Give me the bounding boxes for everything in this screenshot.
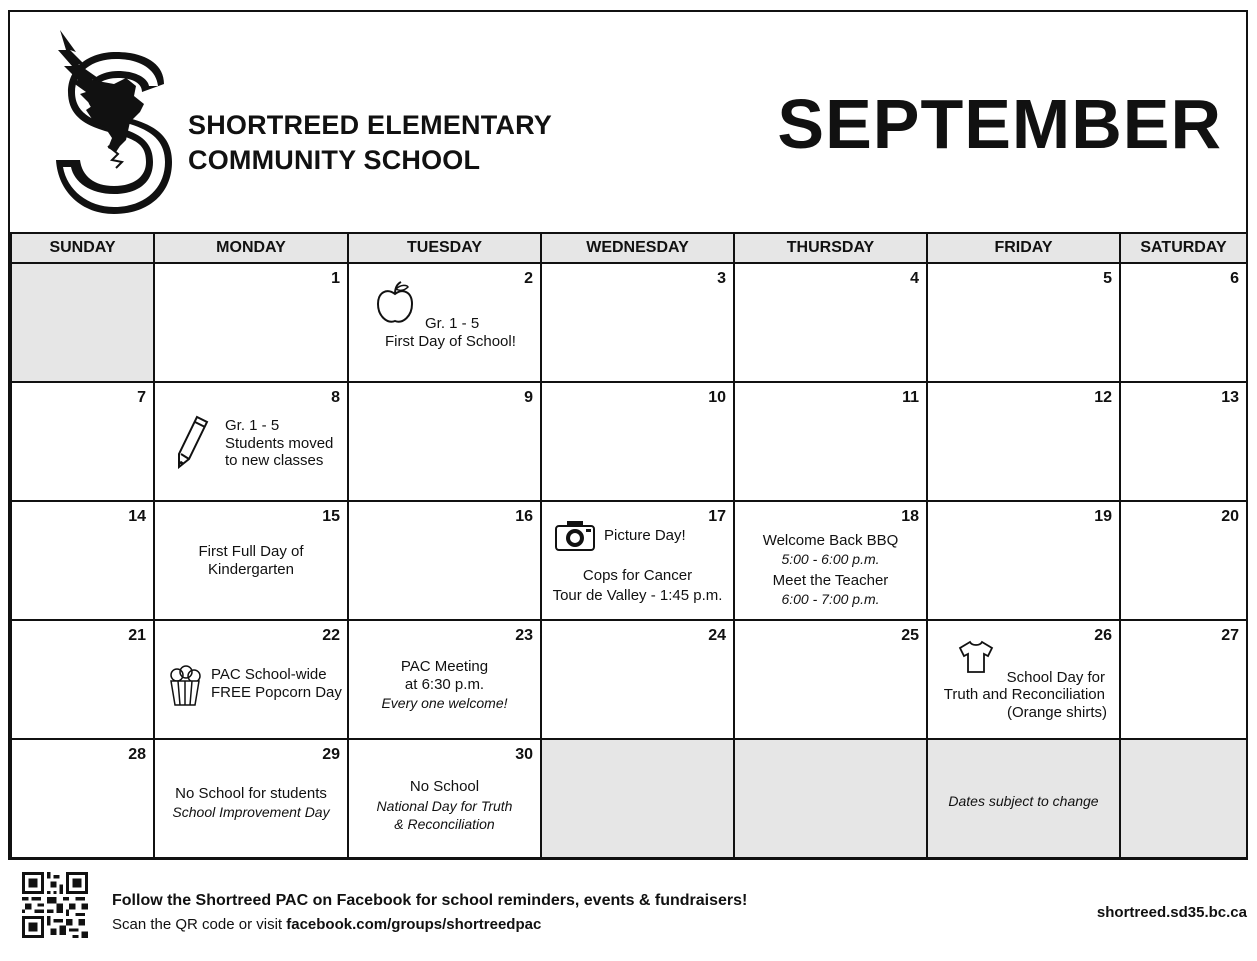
event-text: Welcome Back BBQ — [762, 532, 899, 549]
pencil-icon — [175, 413, 211, 469]
event-text: First Full Day of — [198, 543, 304, 560]
day-cell-note — [927, 739, 1120, 858]
day-cell-8 — [154, 382, 348, 501]
day-cell-empty — [11, 263, 154, 382]
day-number: 16 — [515, 508, 533, 525]
day-number: 29 — [322, 746, 340, 763]
day-number: 22 — [322, 627, 340, 644]
month-title: SEPTEMBER — [777, 85, 1222, 163]
camera-icon — [554, 518, 596, 552]
day-cell-30 — [348, 739, 541, 858]
weekday-sunday: SUNDAY — [11, 233, 154, 263]
weekday-monday: MONDAY — [154, 233, 348, 263]
qr-code[interactable] — [22, 872, 88, 938]
event-text: PAC Meeting — [400, 658, 489, 675]
event-text: Meet the Teacher — [772, 572, 889, 589]
school-name — [188, 108, 552, 178]
day-number: 28 — [128, 746, 146, 763]
footer-scan-prefix: Scan the QR code or visit — [112, 916, 287, 933]
day-cell-10 — [541, 382, 734, 501]
day-number: 24 — [708, 627, 726, 644]
day-cell-1 — [154, 263, 348, 382]
day-cell-18 — [734, 501, 927, 620]
event-text: No School — [409, 778, 480, 795]
event-text: School Day for — [1006, 669, 1105, 686]
day-number: 8 — [331, 389, 340, 406]
week-row — [11, 739, 1247, 858]
day-number: 20 — [1221, 508, 1239, 525]
day-cell-empty — [1120, 739, 1247, 858]
weekday-friday: FRIDAY — [927, 233, 1120, 263]
dates-subject-to-change: Dates subject to change — [948, 793, 1099, 809]
school-name-line1: SHORTREED ELEMENTARY — [188, 110, 553, 140]
day-number: 18 — [901, 508, 919, 525]
event-text: FREE Popcorn Day — [211, 684, 342, 701]
day-cell-29 — [154, 739, 348, 858]
day-number: 11 — [902, 389, 919, 406]
day-number: 9 — [524, 389, 533, 406]
day-number: 6 — [1230, 270, 1239, 287]
calendar-header — [10, 12, 1246, 234]
day-cell-21 — [11, 620, 154, 739]
day-cell-13 — [1120, 382, 1247, 501]
day-number: 15 — [322, 508, 340, 525]
event-time: 5:00 - 6:00 p.m. — [781, 551, 880, 567]
day-cell-4 — [734, 263, 927, 382]
tshirt-icon — [956, 639, 996, 675]
calendar-frame — [8, 10, 1248, 860]
event-note: & Reconciliation — [394, 816, 495, 832]
weekday-saturday: SATURDAY — [1120, 233, 1247, 263]
day-number: 12 — [1094, 389, 1112, 406]
day-number: 5 — [1103, 270, 1112, 287]
event-text: First Day of School! — [385, 333, 516, 350]
popcorn-icon — [167, 665, 203, 707]
day-number: 21 — [128, 627, 146, 644]
event-text: Truth and Reconciliation — [943, 686, 1105, 703]
week-row — [11, 501, 1247, 620]
day-cell-empty — [734, 739, 927, 858]
event-text: Tour de Valley - 1:45 p.m. — [552, 587, 723, 604]
event-text: Students moved — [225, 435, 334, 452]
event-time: 6:00 - 7:00 p.m. — [781, 591, 880, 607]
day-number: 14 — [128, 508, 146, 525]
day-number: 2 — [524, 270, 533, 287]
day-number: 19 — [1094, 508, 1112, 525]
facebook-group-link[interactable]: facebook.com/groups/shortreedpac — [286, 916, 542, 933]
event-note: Every one welcome! — [381, 695, 508, 711]
day-number: 27 — [1221, 627, 1239, 644]
day-cell-27 — [1120, 620, 1247, 739]
day-cell-empty — [541, 739, 734, 858]
school-name-line2: COMMUNITY SCHOOL — [188, 145, 481, 175]
event-note: School Improvement Day — [172, 804, 330, 820]
day-cell-7 — [11, 382, 154, 501]
day-cell-25 — [734, 620, 927, 739]
footer-facebook-message: Follow the Shortreed PAC on Facebook for school reminders, events & fundraisers! — [112, 892, 748, 909]
day-number: 10 — [708, 389, 726, 406]
week-row — [11, 620, 1247, 739]
day-number: 13 — [1221, 389, 1239, 406]
event-text: Gr. 1 - 5 — [225, 417, 280, 434]
day-cell-5 — [927, 263, 1120, 382]
footer — [0, 862, 1257, 961]
weekday-wednesday: WEDNESDAY — [541, 233, 734, 263]
event-text: Cops for Cancer — [582, 567, 693, 584]
day-number: 30 — [515, 746, 533, 763]
day-cell-22 — [154, 620, 348, 739]
day-cell-9 — [348, 382, 541, 501]
event-text: Kindergarten — [208, 561, 294, 578]
day-cell-11 — [734, 382, 927, 501]
weekday-thursday: THURSDAY — [734, 233, 927, 263]
event-text: Picture Day! — [604, 527, 686, 544]
day-cell-26 — [927, 620, 1120, 739]
apple-icon — [375, 280, 415, 326]
day-cell-15 — [154, 501, 348, 620]
event-text: to new classes — [225, 452, 324, 469]
event-text: PAC School-wide — [211, 666, 327, 683]
event-text: Gr. 1 - 5 — [425, 315, 480, 332]
day-cell-19 — [927, 501, 1120, 620]
day-number: 7 — [137, 389, 146, 406]
day-number: 4 — [910, 270, 919, 287]
day-cell-16 — [348, 501, 541, 620]
school-website-link[interactable]: shortreed.sd35.bc.ca — [1096, 904, 1247, 921]
day-cell-6 — [1120, 263, 1247, 382]
day-cell-20 — [1120, 501, 1247, 620]
event-note: National Day for Truth — [376, 798, 513, 814]
day-number: 25 — [901, 627, 919, 644]
day-cell-28 — [11, 739, 154, 858]
calendar-table — [10, 232, 1248, 859]
event-text: (Orange shirts) — [1006, 704, 1107, 721]
eagle-s-logo — [46, 22, 176, 222]
calendar-grid — [10, 232, 1246, 859]
day-cell-12 — [927, 382, 1120, 501]
day-cell-2 — [348, 263, 541, 382]
weekday-header-row — [11, 233, 1247, 263]
week-row — [11, 263, 1247, 382]
day-number: 17 — [708, 508, 726, 525]
day-number: 23 — [515, 627, 533, 644]
day-cell-17 — [541, 501, 734, 620]
weekday-tuesday: TUESDAY — [348, 233, 541, 263]
day-cell-3 — [541, 263, 734, 382]
event-text: No School for students — [175, 785, 327, 802]
week-row — [11, 382, 1247, 501]
day-cell-14 — [11, 501, 154, 620]
day-cell-23 — [348, 620, 541, 739]
day-number: 1 — [331, 270, 340, 287]
day-number: 3 — [717, 270, 726, 287]
event-text: at 6:30 p.m. — [404, 676, 485, 693]
footer-scan-line — [112, 916, 541, 933]
day-cell-24 — [541, 620, 734, 739]
day-number: 26 — [1094, 627, 1112, 644]
